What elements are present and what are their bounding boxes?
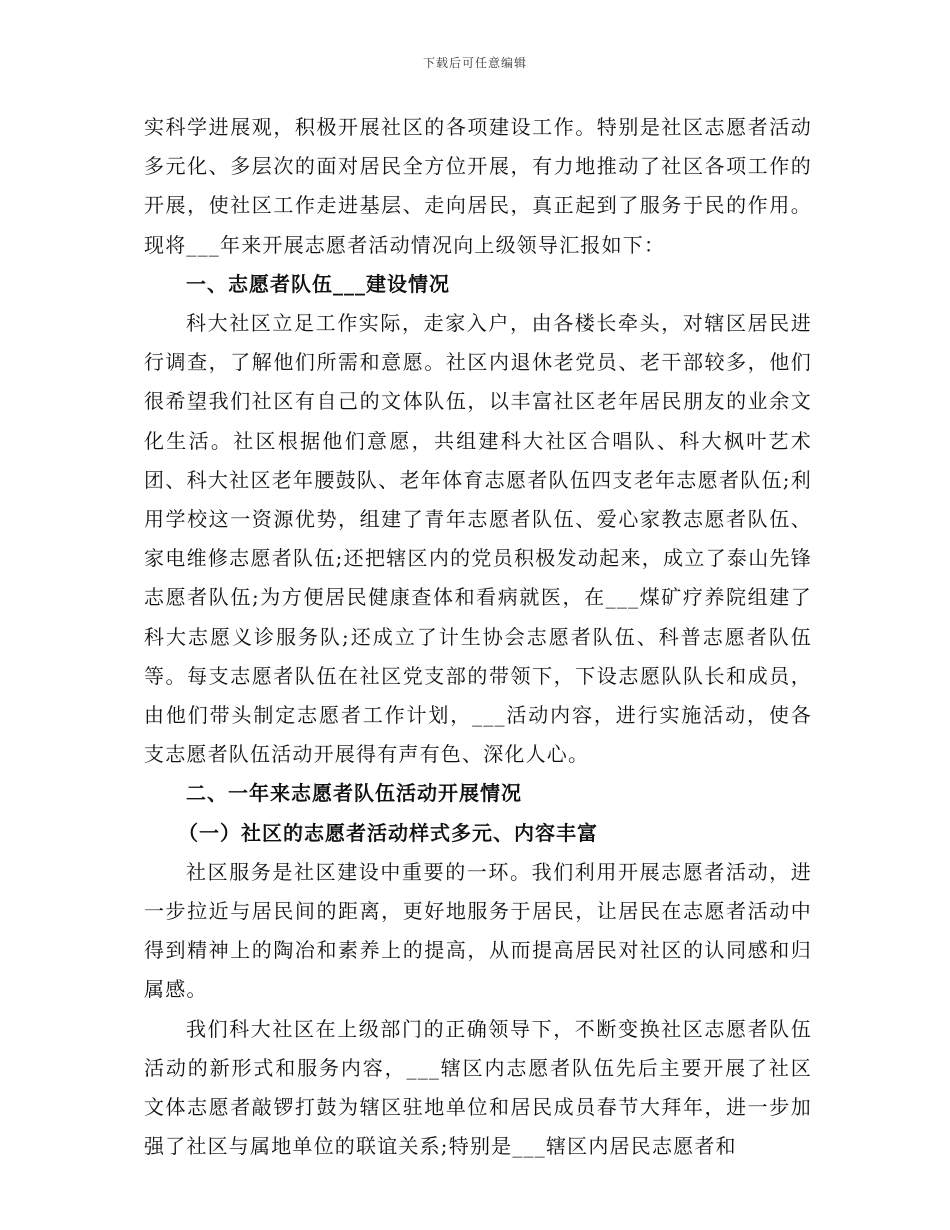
section-heading-2: 二、一年来志愿者队伍活动开展情况 — [186, 781, 522, 806]
header-note: 下载后可任意编辑 — [422, 56, 527, 70]
document-body — [144, 108, 812, 1166]
paragraph-intro: 实科学进展观，积极开展社区的各项建设工作。特别是社区志愿者活动多元化、多层次的面对居民全方位开展，有力地推动了社区各项工作的开展，使社区工作走进基层、走向居民，真正起到了服务于民的作用。现将___年来开展志愿者活动情况向上级领导汇报如下： — [144, 115, 812, 257]
paragraph-activities: 我们科大社区在上级部门的正确领导下，不断变换社区志愿者队伍活动的新形式和服务内容，___辖区内志愿者队伍先后主要开展了社区文体志愿者敲锣打鼓为辖区驻地单位和居民成员春节大拜年，进一步加强了社区与属地单位的联谊关系;特别是___辖区内居民志愿者和 — [144, 1016, 812, 1159]
paragraph-team-building: 科大社区立足工作实际，走家入户，由各楼长牵头，对辖区居民进行调查，了解他们所需和意愿。社区内退休老党员、老干部较多，他们很希望我们社区有自己的文体队伍，以丰富社区老年居民朋友的业余文化生活。社区根据他们意愿，共组建科大社区合唱队、科大枫叶艺术团、科大社区老年腰鼓队、老年体育志愿者队伍四支老年志愿者队伍;利用学校这一资源优势，组建了青年志愿者队伍、爱心家教志愿者队伍、家电维修志愿者队伍;还把辖区内的党员积极发动起来，成立了泰山先锋志愿者队伍;为方便居民健康查体和看病就医，在___煤矿疗养院组建了科大志愿义诊服务队;还成立了计生协会志愿者队伍、科普志愿者队伍等。每支志愿者队伍在社区党支部的带领下，下设志愿队队长和成员，由他们带头制定志愿者工作计划，___活动内容，进行实施活动，使各支志愿者队伍活动开展得有声有色、深化人心。 — [144, 311, 812, 767]
section-heading-1: 一、志愿者队伍___建设情况 — [186, 271, 450, 296]
paragraph-community-service: 社区服务是社区建设中重要的一环。我们利用开展志愿者活动，进一步拉近与居民间的距离，更好地服务于居民，让居民在志愿者活动中得到精神上的陶冶和素养上的提高，从而提高居民对社区的认同感和归属感。 — [144, 859, 812, 1002]
subsection-heading-2-1: （一）社区的志愿者活动样式多元、内容丰富 — [178, 820, 598, 845]
